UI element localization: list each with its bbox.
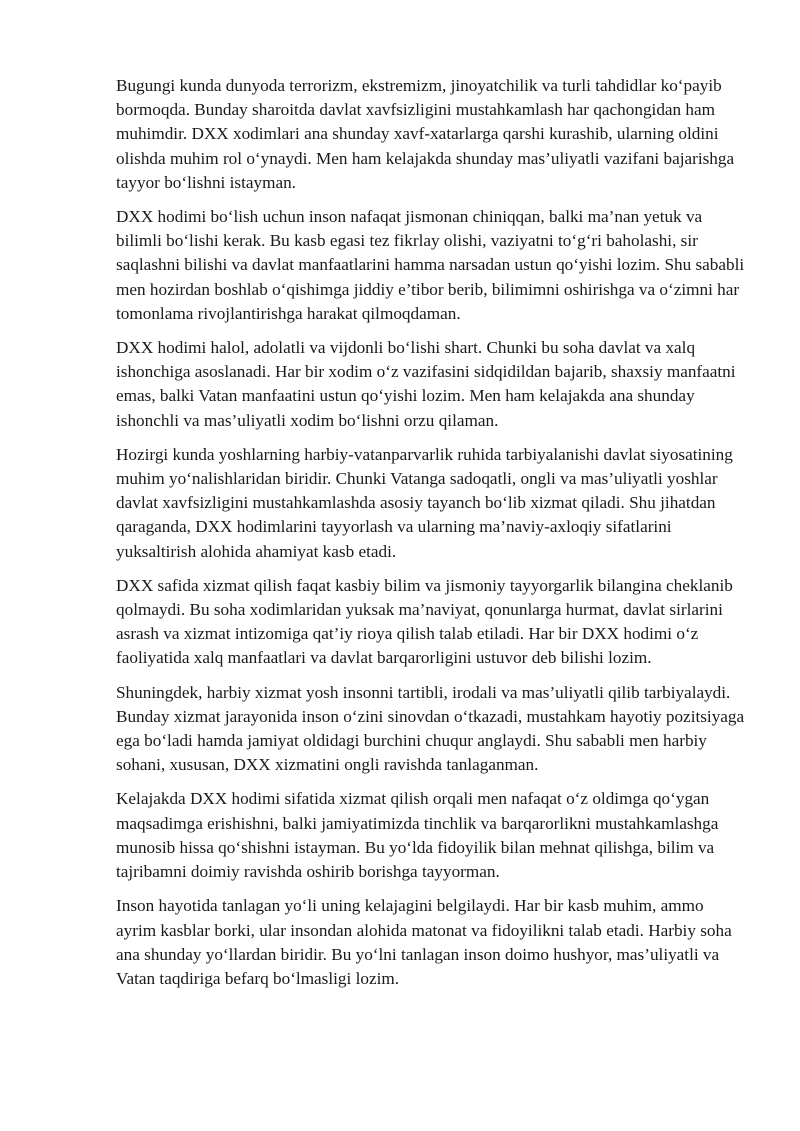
paragraph-6: Shuningdek, harbiy xizmat yosh insonni tartibli, irodali va mas’uliyatli qilib tarbiyalaydi. Bunday xizmat jarayonida inson oʻzini sinovdan oʻtkazadi, mustahkam hayotiy pozitsiyaga ega boʻladi hamda jamiyat oldidagi burchini chuqur anglaydi. Shu sababli men harbiy sohani, xususan, DXX xizmatini ongli ravishda tanlaganman. <box>116 682 745 775</box>
paragraph-3: DXX hodimi halol, adolatli va vijdonli boʻlishi shart. Chunki bu soha davlat va xalq ishonchiga asoslanadi. Har bir xodim oʻz vazifasini sidqidildan bajarib, shaxsiy manfaatni emas, balki Vatan manfaatini ustun qoʻyishi lozim. Men ham kelajakda ana shunday ishonchli va mas’uliyatli xodim boʻlishni orzu qilaman. <box>116 338 736 430</box>
document-body <box>116 74 746 1001</box>
paragraph-2: DXX hodimi boʻlish uchun inson nafaqat jismonan chiniqqan, balki ma’nan yetuk va bilimli boʻlishi kerak. Bu kasb egasi tez fikrlay olishi, vaziyatni toʻgʻri baholashi, sir saqlashni bilishi va davlat manfaatlarini hamma narsadan ustun qoʻyishi lozim. Shu sababli men hozirdan boshlab oʻqishimga jiddiy e’tibor berib, bilimimni oshirishga va oʻzimni har tomonlama rivojlantirishga harakat qilmoqdaman. <box>116 207 745 323</box>
paragraph-8: Inson hayotida tanlagan yoʻli uning kelajagini belgilaydi. Har bir kasb muhim, ammo ayrim kasblar borki, ular insondan alohida matonat va fidoyilikni talab etadi. Harbiy soha ana shunday yoʻllardan biridir. Bu yoʻlni tanlagan inson doimo hushyor, mas’uliyatli va Vatan taqdiriga befarq boʻlmasligi lozim. <box>116 896 732 988</box>
paragraph-1: Bugungi kunda dunyoda terrorizm, ekstremizm, jinoyatchilik va turli tahdidlar koʻpayib bormoqda. Bunday sharoitda davlat xavfsizligini mustahkamlash har qachongidan ham muhimdir. DXX xodimlari ana shunday xavf-xatarlarga qarshi kurashib, ularning oldini olishda muhim rol oʻynaydi. Men ham kelajakda shunday mas’uliyatli vazifani bajarishga tayyor boʻlishni istayman. <box>116 76 735 192</box>
paragraph-5: DXX safida xizmat qilish faqat kasbiy bilim va jismoniy tayyorgarlik bilangina cheklanib qolmaydi. Bu soha xodimlaridan yuksak ma’naviyat, qonunlarga hurmat, davlat sirlarini asrash va xizmat intizomiga qat’iy rioya qilish talab etiladi. Har bir DXX hodimi oʻz faoliyatida xalq manfaatlari va davlat barqarorligini ustuvor deb bilishi lozim. <box>116 575 733 668</box>
paragraph-7: Kelajakda DXX hodimi sifatida xizmat qilish orqali men nafaqat oʻz oldimga qoʻygan maqsadimga erishishni, balki jamiyatimizda tinchlik va barqarorlikni mustahkamlashga munosib hissa qoʻshishni istayman. Bu yoʻlda fidoyilik bilan mehnat qilishga, bilim va tajribamni doimiy ravishda oshirib borishga tayyorman. <box>116 789 719 882</box>
paragraph-4: Hozirgi kunda yoshlarning harbiy-vatanparvarlik ruhida tarbiyalanishi davlat siyosatining muhim yoʻnalishlaridan biridir. Chunki Vatanga sadoqatli, ongli va mas’uliyatli yoshlar davlat xavfsizligini mustahkamlashda asosiy tayanch boʻlib xizmat qiladi. Shu jihatdan qaraganda, DXX hodimlarini tayyorlash va ularning ma’naviy-axloqiy sifatlarini yuksaltirish alohida ahamiyat kasb etadi. <box>116 444 733 561</box>
